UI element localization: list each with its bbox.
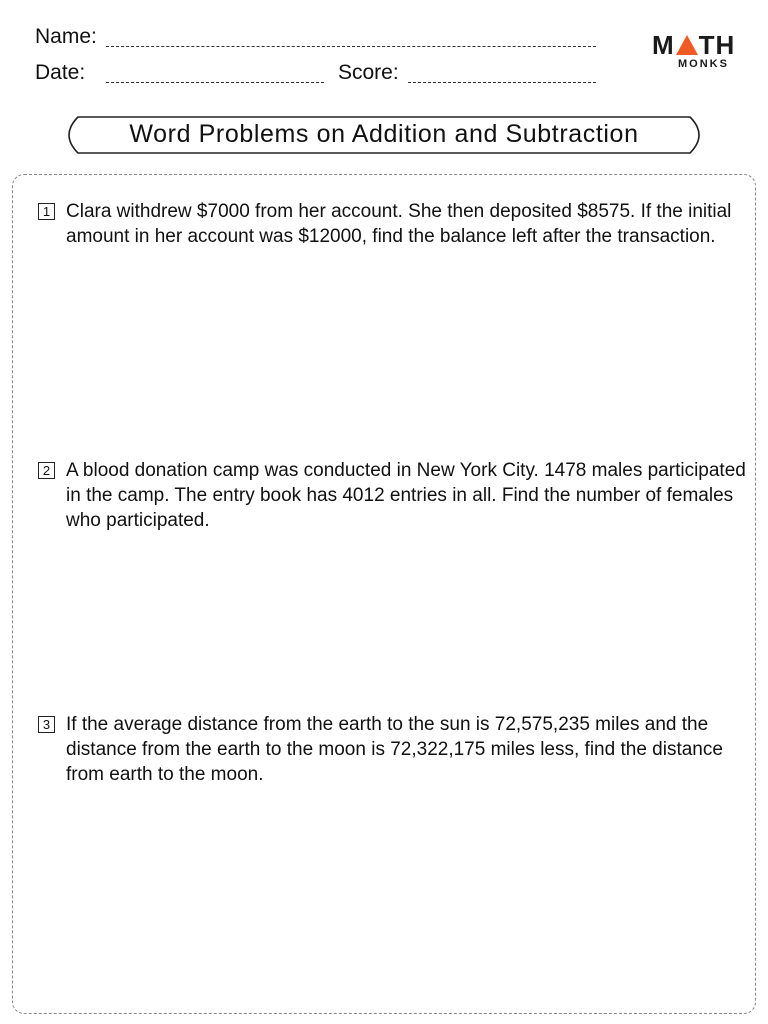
- logo-wordmark: [652, 30, 735, 60]
- name-label: Name:: [35, 25, 97, 48]
- problem-2: [38, 458, 750, 538]
- triangle-icon: [676, 35, 698, 55]
- problem-number-box: 1: [38, 203, 55, 220]
- date-line[interactable]: [106, 82, 324, 83]
- problem-text: A blood donation camp was conducted in New York City. 1478 males participated in the camp. The entry book has 4012 entries in all. Find the number of females who participated.: [66, 460, 746, 531]
- worksheet-frame: [12, 174, 756, 1014]
- logo-letter-m: M: [652, 30, 675, 60]
- problem-number-box: 2: [38, 462, 55, 479]
- problem-text: If the average distance from the earth to the sun is 72,575,235 miles and the distance from the earth to the moon is 72,322,175 miles less, find the distance from earth to the moon.: [66, 714, 723, 785]
- problem-text: Clara withdrew $7000 from her account. She then deposited $8575. If the initial amount in her account was $12000, find the balance left after the transaction.: [66, 201, 732, 247]
- logo-letters-th: TH: [698, 30, 736, 60]
- problem-3: [38, 712, 750, 792]
- date-label: Date:: [35, 61, 86, 84]
- problem-number-box: 3: [38, 716, 55, 733]
- score-label: Score:: [338, 61, 399, 84]
- score-line[interactable]: [408, 82, 596, 83]
- logo-monks: MONKS: [678, 58, 729, 70]
- page-title: Word Problems on Addition and Subtraction: [129, 120, 639, 148]
- math-monks-logo: [652, 30, 744, 74]
- name-line[interactable]: [106, 46, 596, 47]
- problem-1: [38, 199, 750, 279]
